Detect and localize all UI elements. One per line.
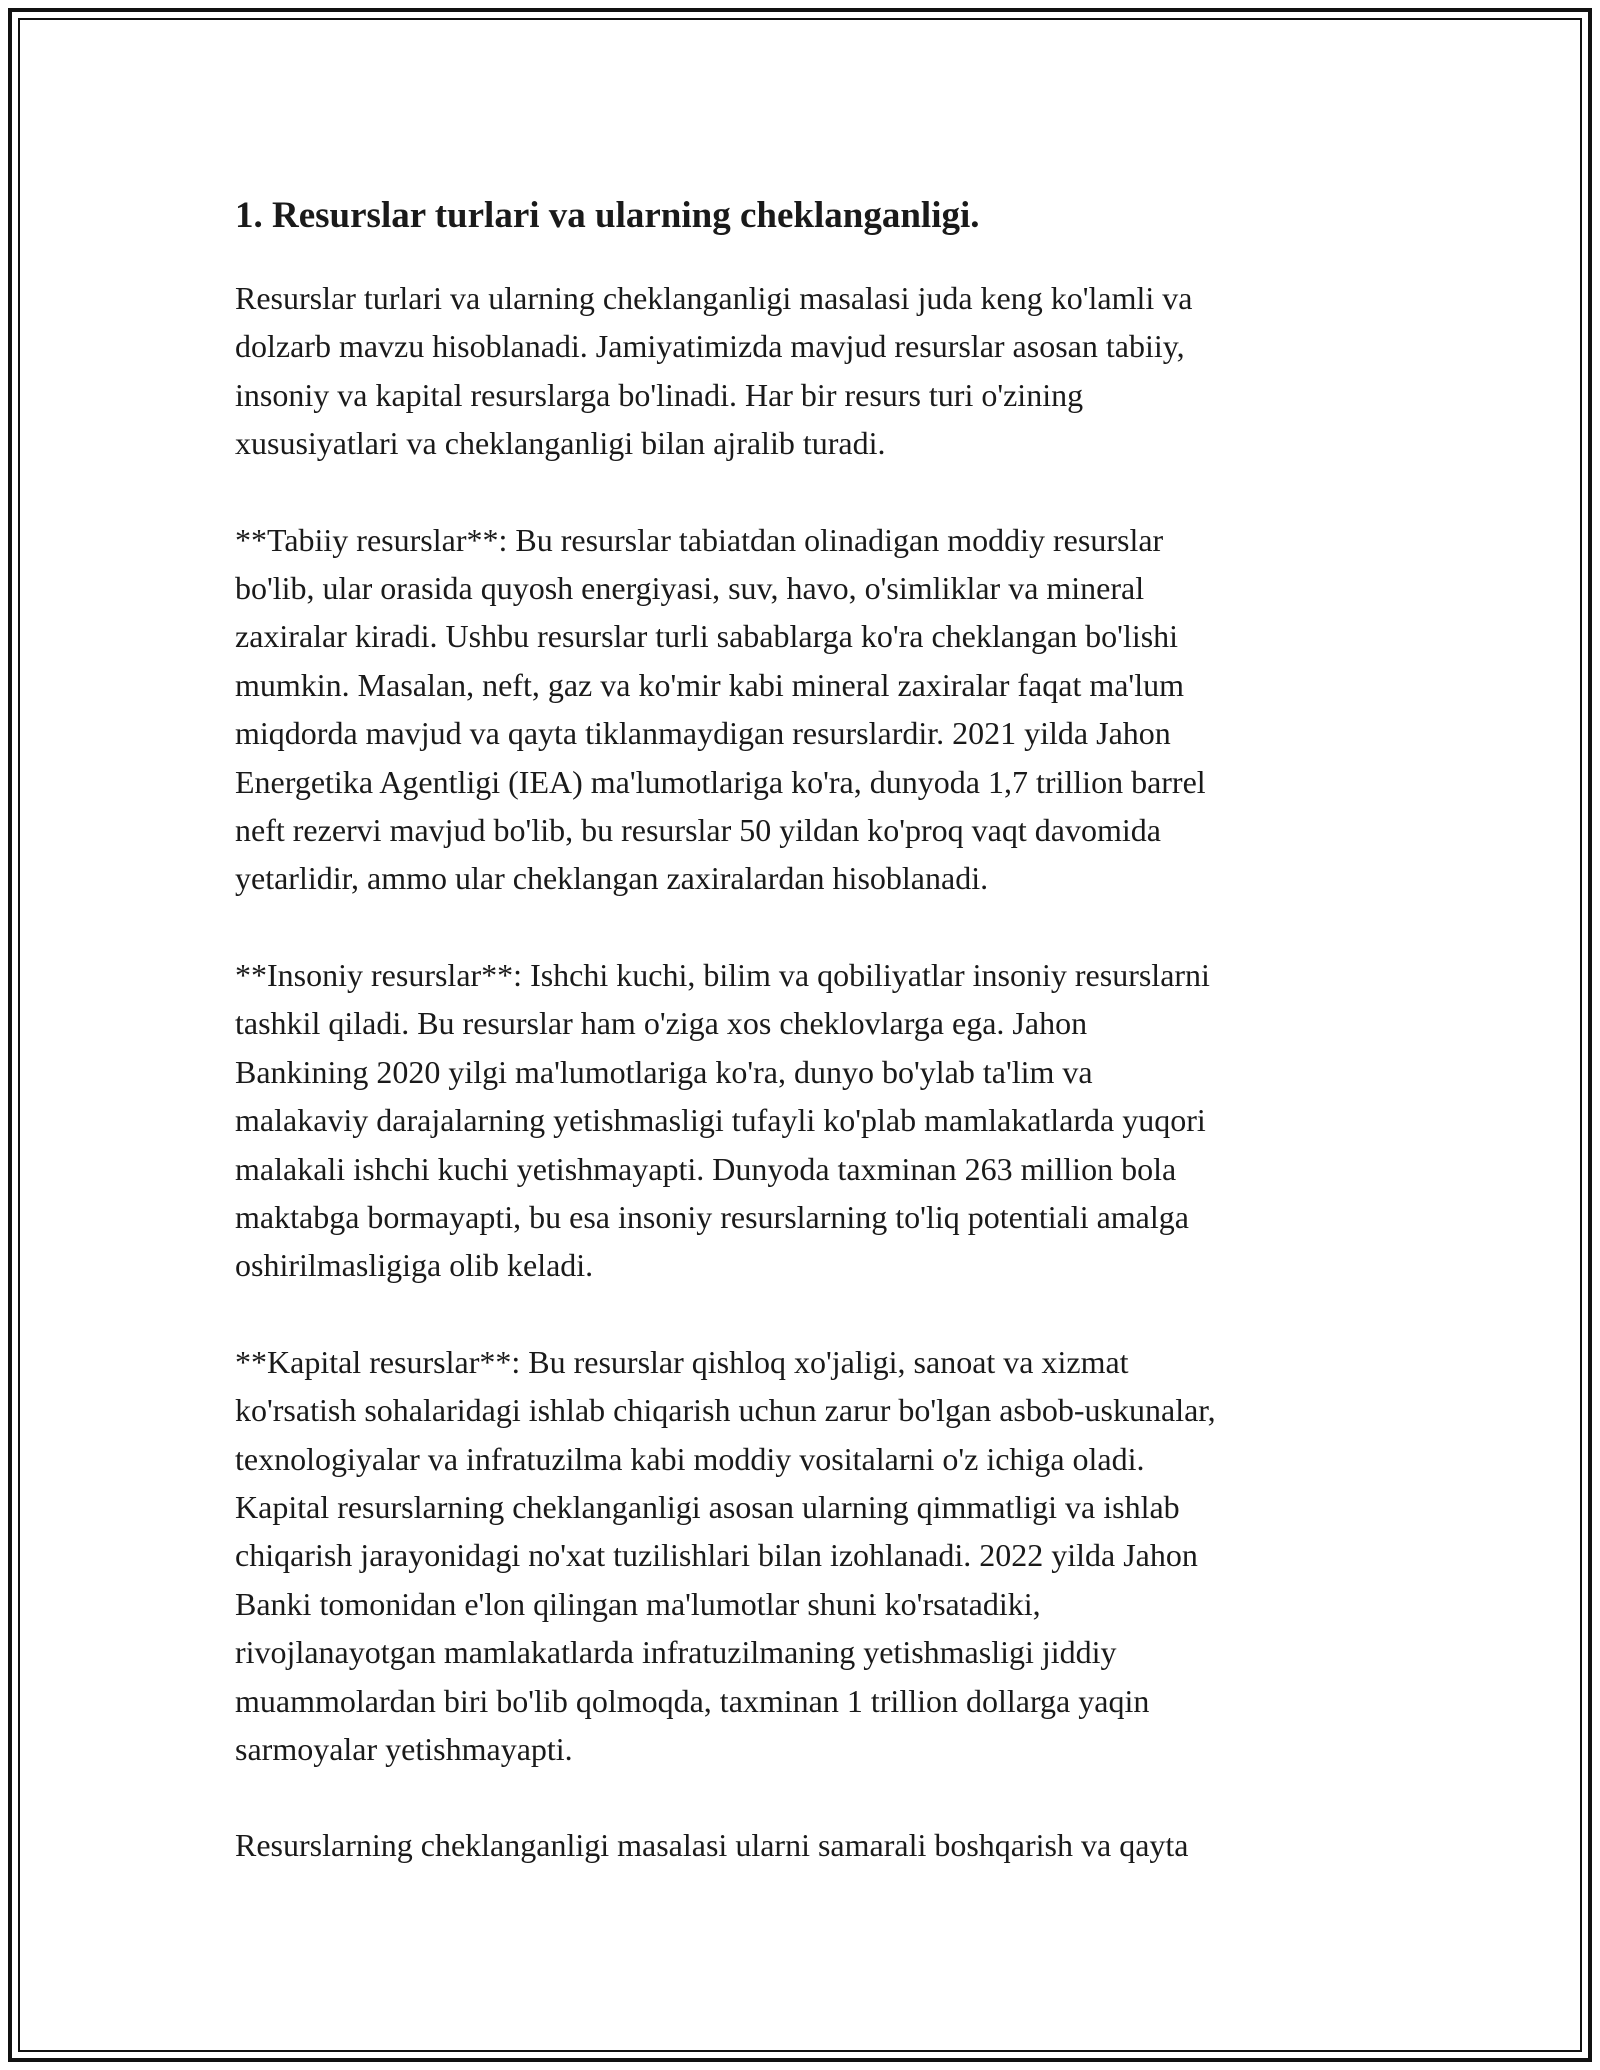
text-line: neft rezervi mavjud bo'lib, bu resurslar 50 yildan ko'proq vaqt davomida — [235, 812, 1161, 849]
text-line: Resurslar turlari va ularning cheklanganligi masalasi juda keng ko'lamli va — [235, 280, 1193, 316]
text-line: mumkin. Masalan, neft, gaz va ko'mir kabi mineral zaxiralar faqat ma'lum — [235, 666, 1184, 703]
text-line: **Kapital resurslar**: Bu resurslar qishloq xo'jaligi, sanoat va xizmat — [235, 1343, 1129, 1380]
text-line: oshirilmasligiga olib keladi. — [235, 1247, 594, 1284]
text-line: xususiyatlari va cheklanganligi bilan ajralib turadi. — [235, 425, 886, 462]
text-line: Banki tomonidan e'lon qilingan ma'lumotlar shuni ko'rsatadiki, — [235, 1585, 1041, 1622]
text-line: Energetika Agentligi (IEA) ma'lumotlariga ko'ra, dunyoda 1,7 trillion barrel — [235, 763, 1206, 800]
text-line: insoniy va kapital resurslarga bo'linadi. Har bir resurs turi o'zining — [235, 376, 1084, 413]
text-line: tashkil qiladi. Bu resurslar ham o'ziga xos cheklovlarga ega. Jahon — [235, 1005, 1088, 1042]
text-line: malakaviy darajalarning yetishmasligi tufayli ko'plab mamlakatlarda yuqori — [235, 1102, 1206, 1139]
text-line: Kapital resurslarning cheklanganligi asosan ularning qimmatligi va ishlab — [235, 1488, 1180, 1525]
text-line: muammolardan biri bo'lib qolmoqda, taxminan 1 trillion dollarga yaqin — [235, 1682, 1150, 1719]
text-line: sarmoyalar yetishmayapti. — [235, 1730, 573, 1767]
text-line: **Tabiiy resurslar**: Bu resurslar tabiatdan olinadigan moddiy resurslar — [235, 521, 1164, 558]
paragraph-capital-resources — [235, 1338, 1375, 1774]
section-heading: 1. Resurslar turlari va ularning cheklanganligi. — [235, 195, 980, 236]
text-line: dolzarb mavzu hisoblanadi. Jamiyatimizda mavjud resurslar asosan tabiiy, — [235, 328, 1185, 365]
text-line: rivojlanayotgan mamlakatlarda infratuzilmaning yetishmasligi jiddiy — [235, 1634, 1117, 1671]
text-line: zaxiralar kiradi. Ushbu resurslar turli sabablarga ko'ra cheklangan bo'lishi — [235, 618, 1179, 655]
paragraph-natural-resources — [235, 516, 1375, 903]
text-line: malakali ishchi kuchi yetishmayapti. Dunyoda taxminan 263 million bola — [235, 1150, 1177, 1187]
text-line: ko'rsatish sohalaridagi ishlab chiqarish uchun zarur bo'lgan asbob-uskunalar, — [235, 1392, 1216, 1429]
paragraph-conclusion — [235, 1821, 1375, 1869]
paragraph-intro — [235, 274, 1375, 468]
text-line: chiqarish jarayonidagi no'xat tuzilishlari bilan izohlanadi. 2022 yilda Jahon — [235, 1537, 1198, 1574]
text-line: Bankining 2020 yilgi ma'lumotlariga ko'ra, dunyo bo'ylab ta'lim va — [235, 1053, 1093, 1090]
text-line: yetarlidir, ammo ular cheklangan zaxiralardan hisoblanadi. — [235, 860, 989, 897]
text-line: miqdorda mavjud va qayta tiklanmaydigan resurslardir. 2021 yilda Jahon — [235, 715, 1171, 752]
text-line: **Insoniy resurslar**: Ishchi kuchi, bilim va qobiliyatlar insoniy resurslarni — [235, 956, 1210, 993]
document-body — [235, 190, 1375, 1918]
text-line: Resurslarning cheklanganligi masalasi ularni samarali boshqarish va qayta — [235, 1827, 1189, 1864]
text-line: maktabga bormayapti, bu esa insoniy resurslarning to'liq potentiali amalga — [235, 1198, 1189, 1235]
text-line: texnologiyalar va infratuzilma kabi moddiy vositalarni o'z ichiga oladi. — [235, 1440, 1145, 1477]
paragraph-human-resources — [235, 951, 1375, 1290]
text-line: bo'lib, ular orasida quyosh energiyasi, suv, havo, o'simliklar va mineral — [235, 570, 1145, 607]
